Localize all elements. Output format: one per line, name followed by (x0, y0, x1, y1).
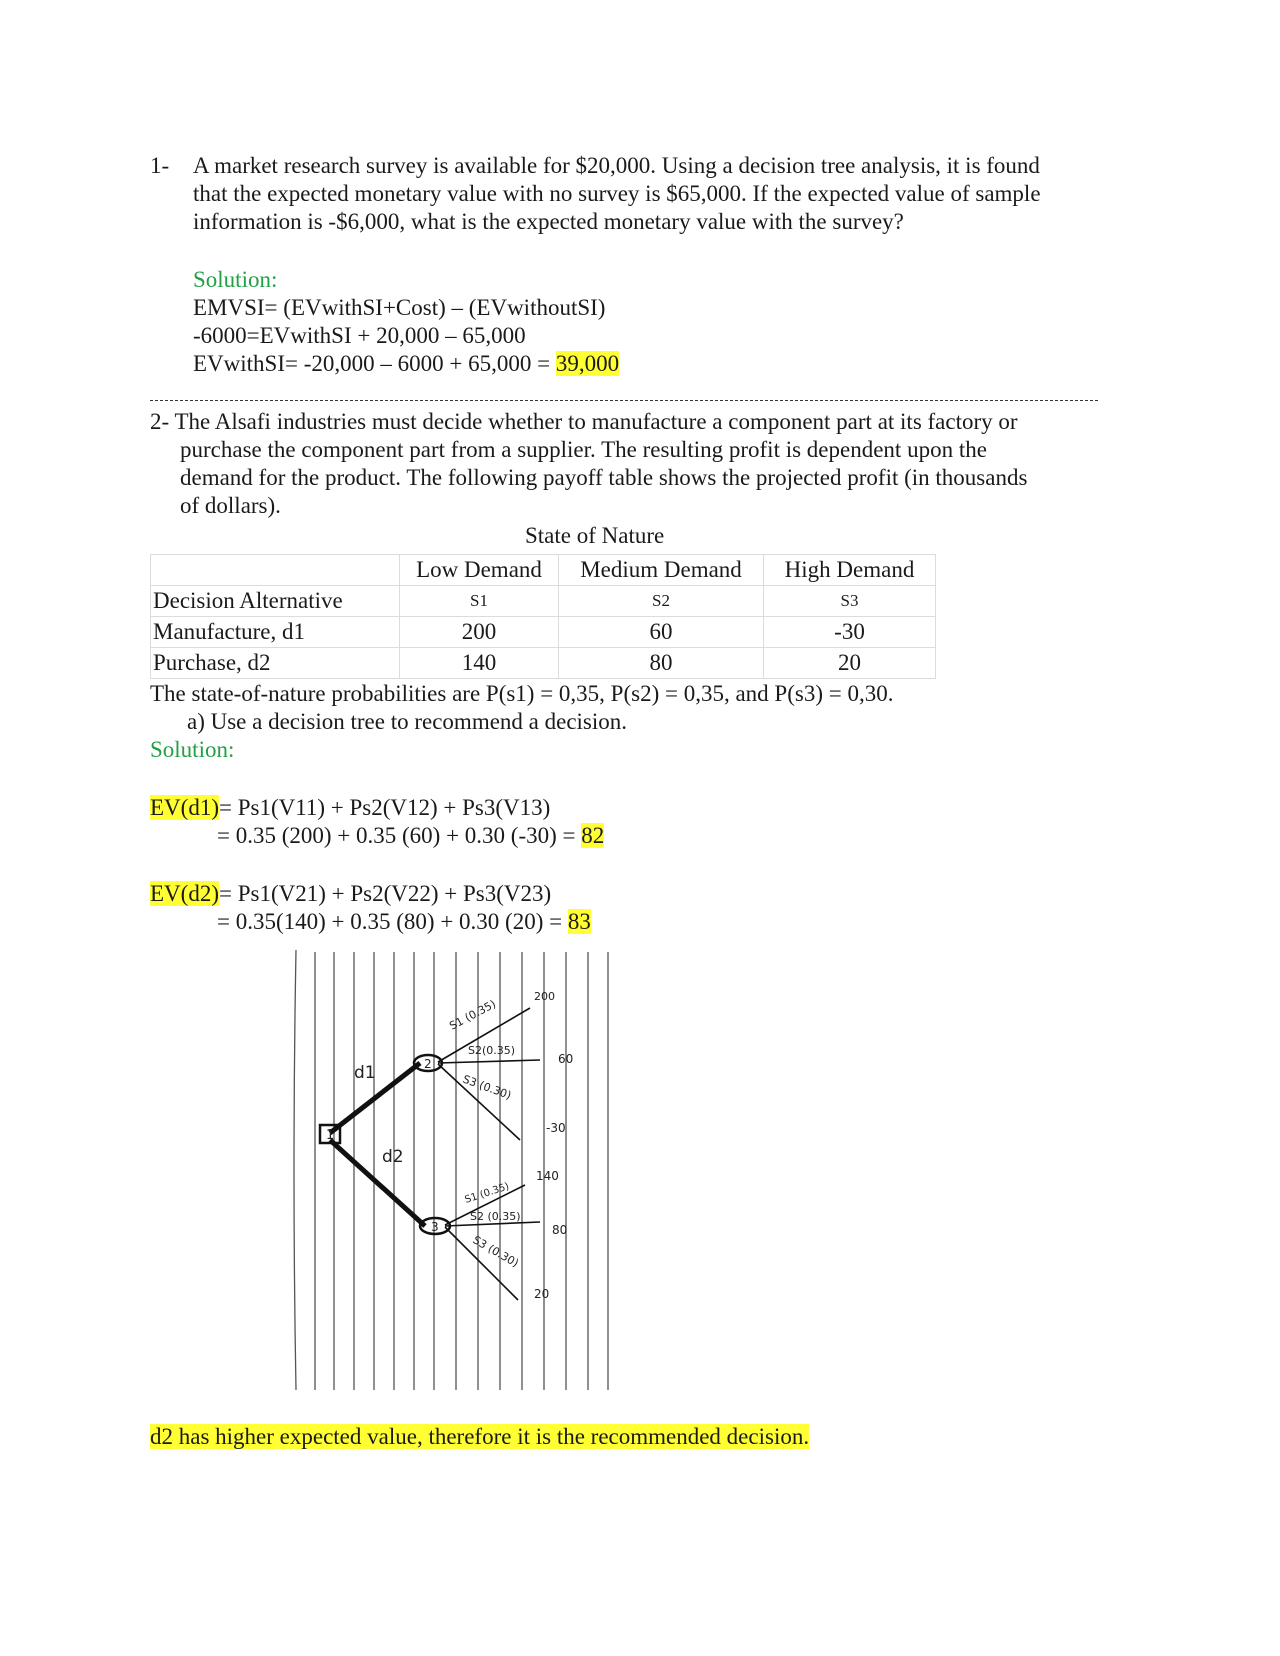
upper-value-2: 60 (558, 1052, 574, 1066)
table-cell: -30 (764, 617, 936, 648)
ev-d1-calc: = 0.35 (200) + 0.35 (60) + 0.30 (-30) = (217, 823, 582, 848)
q1-step-1: EMVSI= (EVwithSI+Cost) – (EVwithoutSI) (193, 295, 606, 320)
table-cell: 200 (400, 617, 559, 648)
conclusion-text: d2 has higher expected value, therefore it is the recommended decision. (150, 1424, 810, 1449)
q1-final (193, 350, 619, 378)
table-header-cell: High Demand (764, 555, 936, 586)
ruled-lines (294, 950, 608, 1390)
branch-d1-label: d1 (354, 1063, 376, 1083)
part-a-text: a) Use a decision tree to recommend a decision. (187, 709, 628, 734)
table-super-header: State of Nature (525, 523, 665, 548)
q1-line-1: A market research survey is available for $20,000. Using a decision tree analysis, it is found (193, 153, 1040, 178)
conclusion-line (150, 1423, 809, 1451)
ev-d2-label: EV(d2) (150, 881, 219, 906)
lower-prob-s1: S1 (0.35) (463, 1181, 511, 1206)
decision-node-label: 1 (326, 1128, 335, 1143)
ev-d1-formula: = Ps1(V11) + Ps2(V12) + Ps3(V13) (218, 795, 551, 820)
table-cell: S1 (400, 586, 559, 617)
table-cell: 80 (559, 648, 764, 679)
upper-prob-s1: S1 (0.35) (447, 997, 499, 1033)
table-cell: 60 (559, 617, 764, 648)
probabilities-text: The state-of-nature probabilities are P(s1) = 0,35, P(s2) = 0,35, and P(s3) = 0,30. (150, 681, 894, 706)
table-cell: 20 (764, 648, 936, 679)
table-cell: S3 (764, 586, 936, 617)
q1-solution-label: Solution: (193, 267, 278, 292)
payoff-table (150, 554, 936, 679)
q1-step-2: -6000=EVwithSI + 20,000 – 65,000 (193, 323, 526, 348)
upper-prob-s2: S2(0.35) (468, 1044, 516, 1057)
table-cell: S2 (559, 586, 764, 617)
q2-line-1: 2- The Alsafi industries must decide whether to manufacture a component part at its factory or (150, 409, 1018, 434)
lower-value-2: 80 (552, 1223, 568, 1237)
q1-line-3: information is -$6,000, what is the expected monetary value with the survey? (193, 209, 904, 234)
q2-line-4: of dollars). (180, 493, 281, 518)
decision-tree-sketch (290, 950, 630, 1410)
q1-number: 1- (150, 153, 170, 178)
lower-value-3: 20 (534, 1287, 550, 1301)
table-header-row (151, 555, 936, 586)
ev-d1-calc-line (217, 822, 604, 850)
lower-prob-s3: S3 (0.30) (470, 1233, 521, 1270)
ev-d2-formula-line (150, 880, 551, 908)
table-cell: Manufacture, d1 (151, 617, 400, 648)
ev-d2-formula: = Ps1(V21) + Ps2(V22) + Ps3(V23) (218, 881, 552, 906)
ev-d1-result: 82 (581, 823, 605, 848)
table-header-cell: Low Demand (400, 555, 559, 586)
q2-line-2: purchase the component part from a supplier. The resulting profit is dependent upon the (180, 437, 987, 462)
q1-line-2: that the expected monetary value with no survey is $65,000. If the expected value of sample (193, 181, 1041, 206)
lower-prob-s2: S2 (0.35) (470, 1210, 521, 1223)
upper-value-1: 200 (534, 990, 555, 1003)
ev-d2-calc-line (217, 908, 591, 936)
table-cell: 140 (400, 648, 559, 679)
ev-d1-formula-line (150, 794, 550, 822)
q1-final-answer: 39,000 (555, 351, 620, 376)
table-row (151, 648, 936, 679)
ev-d1-label: EV(d1) (150, 795, 219, 820)
section-divider (150, 400, 1098, 401)
table-row (151, 617, 936, 648)
chance-node-lower-label: 3 (431, 1220, 439, 1234)
chance-node-upper-label: 2 (424, 1057, 432, 1071)
upper-prob-s3: S3 (0.30) (460, 1072, 513, 1103)
table-header-cell: Medium Demand (559, 555, 764, 586)
ev-d2-result: 83 (567, 909, 591, 934)
lower-value-1: 140 (536, 1169, 559, 1183)
table-cell: Decision Alternative (151, 586, 400, 617)
ev-d2-calc: = 0.35(140) + 0.35 (80) + 0.30 (20) = (217, 909, 568, 934)
q1-final-prefix: EVwithSI= -20,000 – 6000 + 65,000 = (193, 351, 556, 376)
q2-solution-label: Solution: (150, 737, 235, 762)
table-header-cell (151, 555, 400, 586)
upper-value-3: -30 (546, 1121, 566, 1135)
table-row (151, 586, 936, 617)
table-cell: Purchase, d2 (151, 648, 400, 679)
q2-line-3: demand for the product. The following payoff table shows the projected profit (in thousands (180, 465, 1028, 490)
branch-d2-label: d2 (382, 1147, 404, 1167)
branch-d2 (330, 1140, 425, 1226)
